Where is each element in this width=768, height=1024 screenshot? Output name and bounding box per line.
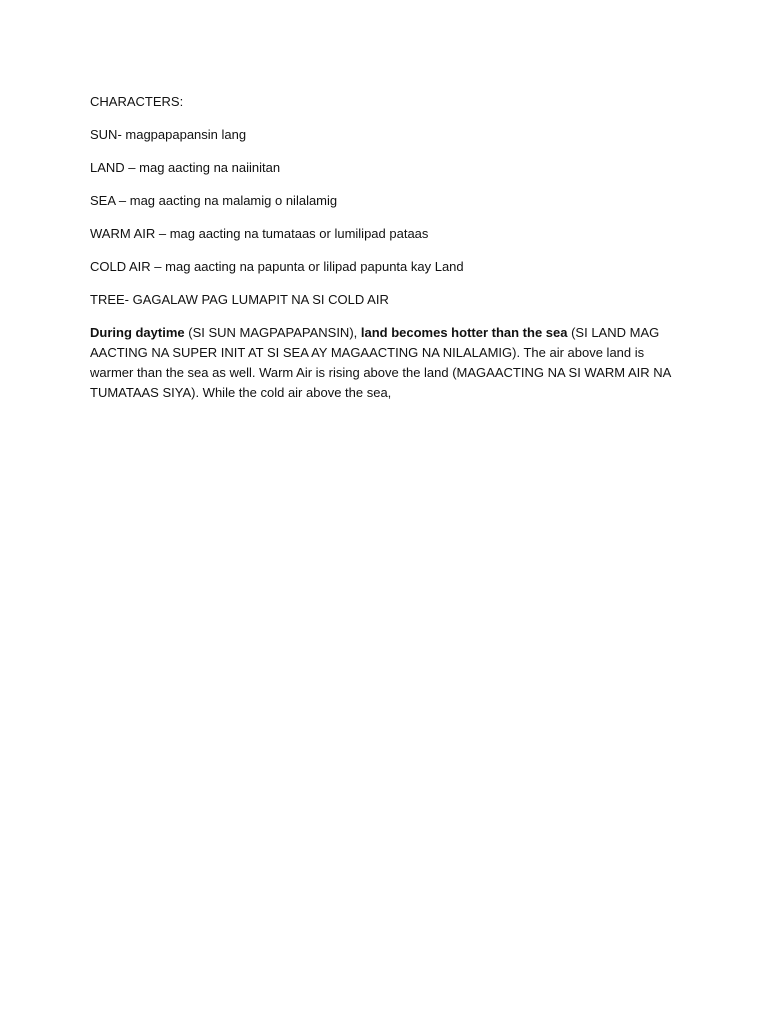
- character-cold-air: COLD AIR – mag aacting na papunta or lilipad papunta kay Land: [90, 259, 464, 274]
- daytime-paragraph: [90, 323, 675, 403]
- paragraph-text-1: (SI SUN MAGPAPAPANSIN),: [184, 325, 361, 340]
- document-body: [90, 92, 675, 403]
- character-sun: SUN- magpapapansin lang: [90, 127, 247, 142]
- character-tree: TREE- GAGALAW PAG LUMAPIT NA SI COLD AIR: [90, 292, 389, 307]
- character-sea: SEA – mag aacting na malamig o nilalamig: [90, 193, 338, 208]
- bold-during-daytime: During daytime: [90, 325, 185, 340]
- bold-land-hotter: land becomes hotter than the sea: [360, 325, 568, 340]
- character-warm-air: WARM AIR – mag aacting na tumataas or lumilipad pataas: [90, 226, 429, 241]
- characters-heading: CHARACTERS:: [90, 94, 184, 109]
- character-land: LAND – mag aacting na naiinitan: [90, 160, 281, 175]
- paragraph-text-2: (SI LAND MAG AACTING NA SUPER INIT AT SI SEA AY MAGAACTING NA NILALAMIG). The air above land is warmer than the sea as well. Warm Air is rising above the land (MAGAACTING NA SI WARM AIR NA TUMATAAS SIYA). While the cold air above the sea,: [90, 325, 671, 400]
